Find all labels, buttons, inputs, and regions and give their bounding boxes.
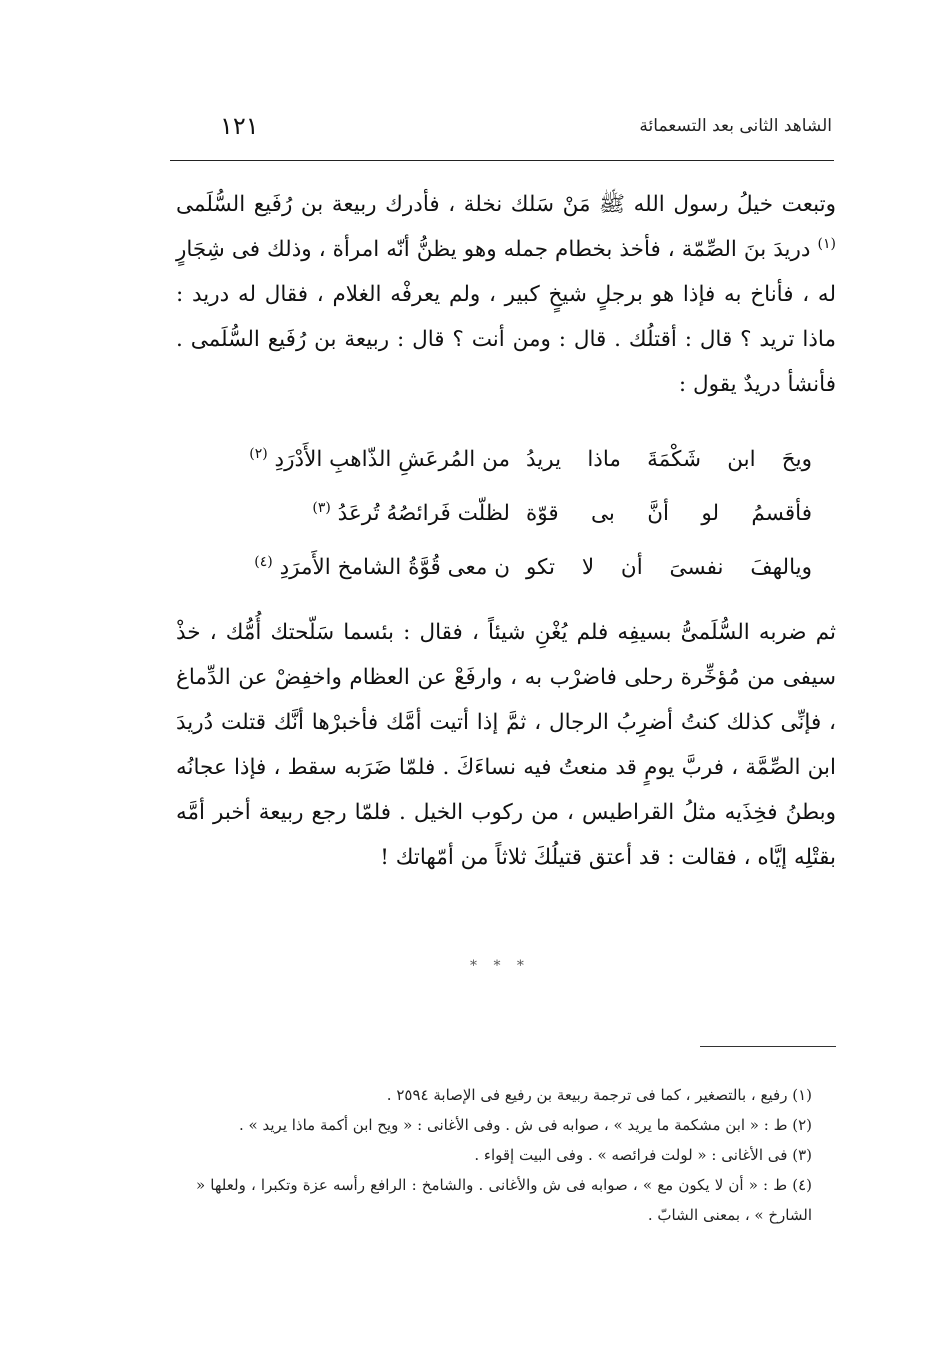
verse-second-text: لظلّت فَرائصُهُ تُرعَدُ [337, 501, 510, 526]
poem [176, 442, 836, 604]
main-text-continued [176, 610, 836, 880]
footnotes [196, 1080, 812, 1230]
verse-second-hemistich [214, 496, 510, 532]
verse-first-hemistich: فأقسمُ لو أنَّ بى قوّة [526, 501, 812, 526]
footnote-ref: (٢) [249, 445, 268, 462]
paragraph-text: وتبعت خيلُ رسول الله ﷺ مَنْ سَلك نخلة ، فأدرك ربيعة بن رُفَيع السُّلَمى [176, 192, 836, 217]
verse-second-text: ن معى قُوَّةُ الشامخ الأَمرَدِ [279, 555, 510, 580]
running-title: الشاهد الثانى بعد التسعمائة [639, 116, 832, 136]
running-head [170, 110, 832, 150]
verse-second-hemistich [214, 442, 510, 478]
verse-second-hemistich [214, 550, 510, 586]
page-number: ١٢١ [220, 112, 259, 140]
footnote: (٣) فى الأغانى : « لولت فرائصه » . وفى البيت إقواء . [474, 1146, 812, 1164]
footnote: (٢) ط : « ابن مشكمة ما يريد » ، صوابه فى ش . وفى الأغانى : « ويح ابن أكمة ماذا يريد » . [239, 1116, 812, 1134]
verse-line [176, 442, 836, 496]
verse-first-hemistich: ويالهفَ نفسىَ أن لا تكو [526, 555, 812, 580]
verse-line [176, 550, 836, 604]
footnote-ref: (٤) [254, 553, 273, 570]
section-separator: * * * [470, 958, 530, 974]
main-text [176, 182, 836, 407]
footnote: (٤) ط : « أن لا يكون مع » ، صوابه فى ش والأغانى . والشامخ : الرافع رأسه عزة وتكبرا ، ولعلها « الشارخ » ، بمعنى الشابّ . [196, 1176, 812, 1224]
verse-first-hemistich: ويحَ ابن شَكْمَةَ ماذا يريدُ [526, 447, 812, 472]
footnote-ref: (٣) [312, 499, 331, 516]
paragraph: ثم ضربه السُّلَمىُّ بسيفِه فلم يُغْنِ شيئاً ، فقال : بئسما سَلّحتك أُمُّك ، خذْ سيفى من مُؤخِّرة رحلى فاضرْب به ، وارفَعْ عن العظام واخفِضْ عن الدِّماغ ، فإنِّى كذلك كنتُ أضرِبُ الرجال ، ثمَّ إذا أتيت أمَّك فأخبرْها أنَّك قتلت دُريدَ ابن الصِّمَّة ، فربَّ يومٍ قد منعتُ فيه نساءَكَ . فلمّا ضَرَبه سقط ، فإذا عجانُه وبطنُ فخِذَيه مثلُ القراطيس ، من ركوب الخيل . فلمّا رجع ربيعة أخبر أمَّه بقتْلِه إيَّاه ، فقالت : قد أعتق قتيلُكَ ثلاثاً من أمّهاتك ! [176, 620, 836, 870]
paragraph-text: دريدَ بنَ الصِّمّة ، فأخذ بخطام جمله وهو يظنُّ أنّه امرأة ، وذلك فى شِجَارٍ له ، فأناخ به فإذا هو برجلٍ شيخٍ كبير ، ولم يعرفْه الغلام ، فقال له دريد : ماذا تريد ؟ قال : أقتلُك . قال : ومن أنت ؟ قال : ربيعة بن رُفَيع السُّلَمى . فأنشأ دريدٌ يقول : [176, 237, 836, 397]
footnote-rule [700, 1046, 836, 1047]
verse-second-text: من المُرعَشِ الذّاهبِ الأَدْرَدِ [274, 447, 510, 472]
footnote: (١) رفيع ، بالتصغير ، كما فى ترجمة ربيعة بن رفيع فى الإصابة ٢٥٩٤ . [386, 1086, 812, 1104]
footnote-ref: (١) [817, 235, 836, 252]
header-rule [170, 160, 834, 161]
paragraph [176, 182, 836, 407]
verse-line [176, 496, 836, 550]
